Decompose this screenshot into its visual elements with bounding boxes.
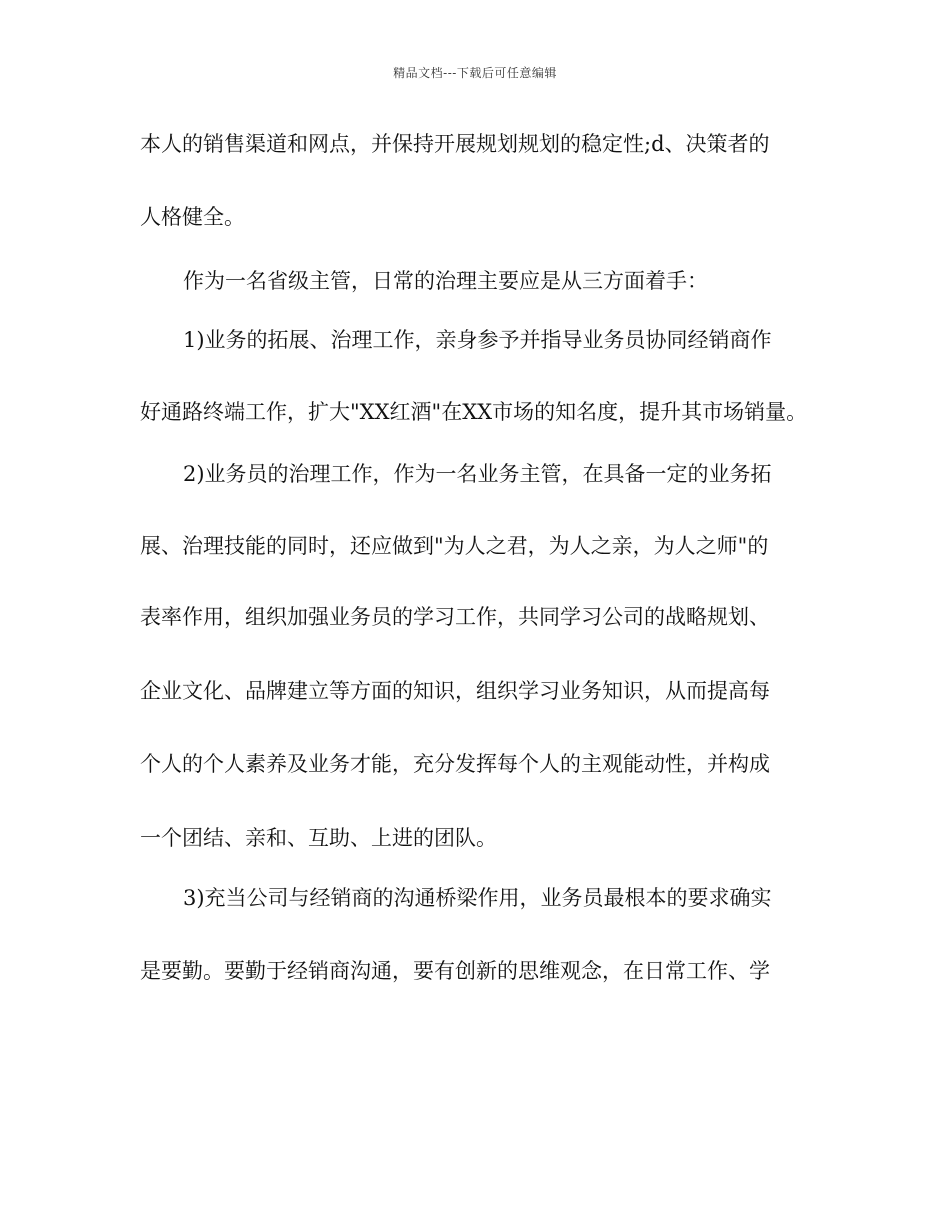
body-line-2: 人格健全。	[140, 205, 245, 229]
paragraph-1-line-2: 好通路终端工作，扩大"XX红酒"在XX市场的知名度，提升其市场销量。	[140, 400, 808, 424]
paragraph-1-line-1: 1)业务的拓展、治理工作，亲身参予并指导业务员协同经销商作	[183, 328, 772, 352]
paragraph-2-line-5: 个人的个人素养及业务才能，充分发挥每个人的主观能动性，并构成	[140, 752, 770, 776]
page-header: 精品文档---下载后可任意编辑	[393, 66, 557, 80]
paragraph-intro: 作为一名省级主管，日常的治理主要应是从三方面着手：	[183, 269, 708, 293]
body-line-1: 本人的销售渠道和网点，并保持开展规划规划的稳定性;d、决策者的	[140, 132, 770, 156]
paragraph-2-line-6: 一个团结、亲和、互助、上进的团队。	[140, 826, 497, 850]
paragraph-3-line-1: 3)充当公司与经销商的沟通桥梁作用，业务员最根本的要求确实	[183, 886, 772, 910]
paragraph-3-line-2: 是要勤。要勤于经销商沟通，要有创新的思维观念，在日常工作、学	[140, 959, 770, 983]
paragraph-2-line-4: 企业文化、品牌建立等方面的知识，组织学习业务知识，从而提高每	[140, 679, 770, 703]
paragraph-2-line-2: 展、治理技能的同时，还应做到"为人之君，为人之亲，为人之师"的	[140, 534, 769, 558]
paragraph-2-line-1: 2)业务员的治理工作，作为一名业务主管，在具备一定的业务拓	[183, 462, 772, 486]
paragraph-2-line-3: 表率作用，组织加强业务员的学习工作，共同学习公司的战略规划、	[140, 605, 770, 629]
